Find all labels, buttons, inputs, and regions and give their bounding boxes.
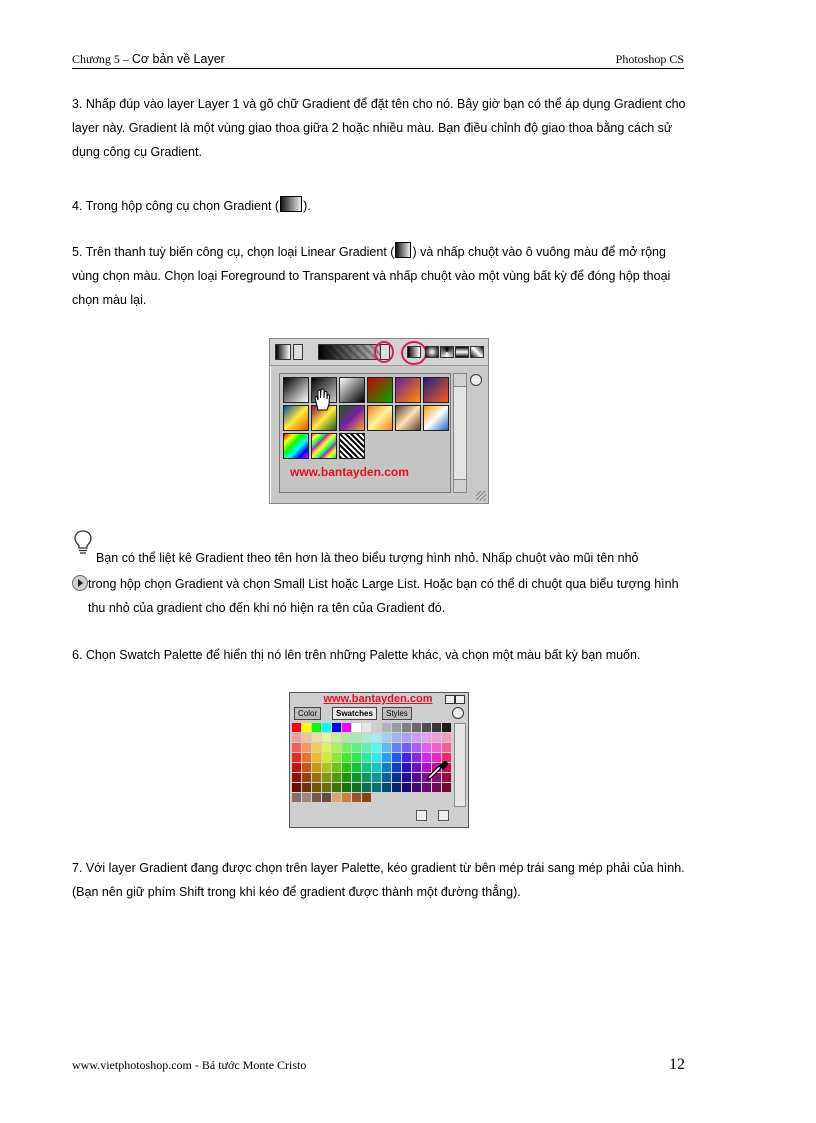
color-swatch[interactable] bbox=[392, 733, 401, 742]
color-swatch[interactable] bbox=[302, 733, 311, 742]
chevron-down-icon[interactable] bbox=[293, 344, 303, 360]
color-swatch[interactable] bbox=[372, 783, 381, 792]
step-3-paragraph: 3. Nhấp đúp vào layer Layer 1 và gõ chữ Gradient để đặt tên cho nó. Bây giờ bạn có thể áp dụng Gradient cho layer này. Gradient là một vùng giao thoa giữa 2 hoặc nhiều màu. Bạn điều chỉnh độ giao thoa bằng cách sử dụng công cụ Gradient. bbox=[72, 97, 686, 159]
gradient-preset-tile[interactable] bbox=[283, 405, 309, 431]
product-name: Photoshop CS bbox=[615, 52, 684, 66]
color-swatch[interactable] bbox=[352, 743, 361, 752]
eyedropper-icon bbox=[424, 757, 450, 783]
hand-cursor-icon bbox=[312, 388, 332, 412]
tab-color[interactable]: Color bbox=[294, 707, 321, 720]
gradient-preset-tile[interactable] bbox=[339, 377, 365, 403]
color-swatch[interactable] bbox=[392, 773, 401, 782]
color-swatch[interactable] bbox=[362, 733, 371, 742]
color-swatch[interactable] bbox=[352, 733, 361, 742]
color-swatch[interactable] bbox=[292, 773, 301, 782]
color-swatch[interactable] bbox=[352, 723, 361, 732]
color-swatch[interactable] bbox=[362, 753, 371, 762]
palette-menu-arrow-icon[interactable] bbox=[452, 707, 464, 719]
gradient-preset-tile[interactable] bbox=[367, 405, 393, 431]
color-swatch[interactable] bbox=[422, 743, 431, 752]
color-swatch[interactable] bbox=[332, 763, 341, 772]
palette-title-watermark: www.bantayden.com bbox=[323, 693, 433, 705]
color-swatch[interactable] bbox=[402, 763, 411, 772]
color-swatch[interactable] bbox=[312, 743, 321, 752]
color-swatch[interactable] bbox=[382, 763, 391, 772]
swatches-scrollbar[interactable] bbox=[454, 723, 466, 807]
gradient-options-bar bbox=[270, 339, 488, 366]
presets-scrollbar[interactable] bbox=[453, 373, 467, 493]
gradient-preset-tile[interactable] bbox=[311, 433, 337, 459]
color-swatch[interactable] bbox=[372, 723, 381, 732]
color-swatch[interactable] bbox=[412, 793, 421, 802]
color-swatch[interactable] bbox=[332, 793, 341, 802]
color-swatch[interactable] bbox=[402, 753, 411, 762]
color-swatch[interactable] bbox=[312, 793, 321, 802]
footer-source: www.vietphotoshop.com - Bá tước Monte Cristo bbox=[72, 1058, 307, 1072]
color-swatch[interactable] bbox=[392, 783, 401, 792]
color-swatch[interactable] bbox=[362, 763, 371, 772]
color-swatch[interactable] bbox=[292, 733, 301, 742]
color-swatch[interactable] bbox=[442, 723, 451, 732]
color-swatch[interactable] bbox=[432, 793, 441, 802]
color-swatch[interactable] bbox=[352, 783, 361, 792]
color-swatch[interactable] bbox=[392, 723, 401, 732]
gradient-preset-tile[interactable] bbox=[339, 433, 365, 459]
color-swatch[interactable] bbox=[402, 793, 411, 802]
color-swatch[interactable] bbox=[392, 763, 401, 772]
color-swatch[interactable] bbox=[422, 723, 431, 732]
color-swatch[interactable] bbox=[322, 773, 331, 782]
step-5-paragraph: 5. Trên thanh tuỳ biến công cụ, chọn loại Linear Gradient ( ) và nhấp chuột vào ô vuông màu để mở rộng vùng chọn màu. Chọn loại Foreground to Transparent và nhấp chuột vào một vùng bất kỳ để đóng hộp thoại chọn màu lại. bbox=[72, 240, 692, 312]
step-6-paragraph: 6. Chọn Swatch Palette để hiển thị nó lên trên những Palette khác, và chọn một màu bất kỳ bạn muốn. bbox=[72, 648, 641, 662]
color-swatch[interactable] bbox=[372, 773, 381, 782]
page-number: 12 bbox=[669, 1056, 685, 1073]
gradient-preset-tile[interactable] bbox=[283, 377, 309, 403]
highlight-circle bbox=[401, 341, 427, 365]
color-swatch[interactable] bbox=[342, 743, 351, 752]
gradient-preset-tile[interactable] bbox=[423, 377, 449, 403]
color-swatch[interactable] bbox=[322, 783, 331, 792]
picker-menu-arrow-icon[interactable] bbox=[470, 374, 482, 386]
color-swatch[interactable] bbox=[302, 793, 311, 802]
gradient-preset-tile[interactable] bbox=[367, 377, 393, 403]
color-swatch[interactable] bbox=[322, 793, 331, 802]
color-swatch[interactable] bbox=[292, 763, 301, 772]
color-swatch[interactable] bbox=[432, 723, 441, 732]
gradient-tool-icon bbox=[280, 196, 302, 212]
color-swatch[interactable] bbox=[432, 783, 441, 792]
palette-footer bbox=[292, 808, 464, 823]
color-swatch[interactable] bbox=[352, 753, 361, 762]
color-swatch[interactable] bbox=[312, 773, 321, 782]
color-swatch[interactable] bbox=[362, 723, 371, 732]
color-swatch[interactable] bbox=[382, 753, 391, 762]
color-swatch[interactable] bbox=[412, 753, 421, 762]
color-swatch[interactable] bbox=[312, 723, 321, 732]
color-swatch[interactable] bbox=[322, 753, 331, 762]
color-swatch[interactable] bbox=[412, 743, 421, 752]
color-swatch[interactable] bbox=[402, 723, 411, 732]
scroll-up-icon[interactable] bbox=[454, 374, 466, 387]
watermark-text: www.bantayden.com bbox=[290, 465, 409, 479]
color-swatch[interactable] bbox=[362, 743, 371, 752]
lightbulb-icon bbox=[74, 530, 92, 556]
color-swatch[interactable] bbox=[352, 773, 361, 782]
new-swatch-icon[interactable] bbox=[416, 810, 427, 821]
color-swatch[interactable] bbox=[392, 793, 401, 802]
color-swatch[interactable] bbox=[332, 783, 341, 792]
color-swatch[interactable] bbox=[422, 783, 431, 792]
gradient-preset-tile[interactable] bbox=[395, 377, 421, 403]
chapter-title: Chương 5 – Cơ bản về Layer bbox=[72, 52, 225, 66]
color-swatch[interactable] bbox=[422, 733, 431, 742]
resize-grip-icon[interactable] bbox=[476, 491, 486, 501]
close-icon[interactable] bbox=[445, 695, 455, 704]
radial-gradient-mode-icon[interactable] bbox=[425, 346, 439, 358]
color-swatch[interactable] bbox=[372, 753, 381, 762]
linear-gradient-icon bbox=[395, 242, 411, 258]
color-swatch[interactable] bbox=[292, 753, 301, 762]
color-swatch[interactable] bbox=[382, 793, 391, 802]
color-swatch[interactable] bbox=[382, 743, 391, 752]
color-swatch[interactable] bbox=[332, 773, 341, 782]
color-swatch[interactable] bbox=[342, 733, 351, 742]
page-header bbox=[72, 52, 684, 69]
color-swatch[interactable] bbox=[302, 723, 311, 732]
tool-preset-icon[interactable] bbox=[275, 344, 291, 360]
color-swatch[interactable] bbox=[412, 763, 421, 772]
color-swatch[interactable] bbox=[342, 783, 351, 792]
color-swatch[interactable] bbox=[302, 783, 311, 792]
color-swatch[interactable] bbox=[342, 793, 351, 802]
color-swatch[interactable] bbox=[292, 743, 301, 752]
color-swatch[interactable] bbox=[392, 743, 401, 752]
tab-styles[interactable]: Styles bbox=[382, 707, 412, 720]
color-swatch[interactable] bbox=[322, 723, 331, 732]
tip-line-2: trong hộp chọn Gradient và chọn Small List hoặc Large List. Hoặc bạn có thể di chuột qua biểu tượng hình thu nhỏ của gradient cho đến khi nó hiện ra tên của Gradient đó. bbox=[88, 577, 679, 615]
minimize-icon[interactable] bbox=[455, 695, 465, 704]
color-swatch[interactable] bbox=[302, 773, 311, 782]
color-swatch[interactable] bbox=[342, 723, 351, 732]
gradient-preset-tile[interactable] bbox=[339, 405, 365, 431]
color-swatch[interactable] bbox=[332, 733, 341, 742]
color-swatch[interactable] bbox=[312, 763, 321, 772]
scroll-down-icon[interactable] bbox=[454, 479, 466, 492]
color-swatch[interactable] bbox=[372, 733, 381, 742]
reflected-gradient-mode-icon[interactable] bbox=[455, 346, 469, 358]
color-swatch[interactable] bbox=[432, 743, 441, 752]
color-swatch[interactable] bbox=[402, 783, 411, 792]
color-swatch[interactable] bbox=[382, 723, 391, 732]
tab-swatches[interactable]: Swatches bbox=[332, 707, 377, 720]
tip-line-1: Bạn có thể liệt kê Gradient theo tên hơn là theo biểu tượng hình nhỏ. Nhấp chuột vào mũi tên nhỏ bbox=[96, 551, 639, 565]
color-swatch[interactable] bbox=[292, 793, 301, 802]
highlight-circle bbox=[374, 341, 394, 363]
color-swatch[interactable] bbox=[322, 733, 331, 742]
swatches-palette-screenshot bbox=[289, 692, 469, 828]
color-swatch[interactable] bbox=[382, 733, 391, 742]
color-swatch[interactable] bbox=[442, 783, 451, 792]
color-swatch[interactable] bbox=[342, 753, 351, 762]
color-swatch[interactable] bbox=[402, 773, 411, 782]
color-swatch[interactable] bbox=[302, 743, 311, 752]
gradient-preset-tile[interactable] bbox=[283, 433, 309, 459]
color-swatch[interactable] bbox=[362, 783, 371, 792]
color-swatch[interactable] bbox=[342, 763, 351, 772]
color-swatch[interactable] bbox=[302, 763, 311, 772]
color-swatch[interactable] bbox=[302, 753, 311, 762]
trash-icon[interactable] bbox=[438, 810, 449, 821]
color-swatch[interactable] bbox=[412, 783, 421, 792]
color-swatch[interactable] bbox=[362, 773, 371, 782]
color-swatch[interactable] bbox=[372, 743, 381, 752]
color-swatch[interactable] bbox=[292, 723, 301, 732]
color-swatch[interactable] bbox=[412, 773, 421, 782]
color-swatch[interactable] bbox=[412, 733, 421, 742]
small-arrow-icon bbox=[72, 575, 88, 591]
color-swatch[interactable] bbox=[392, 753, 401, 762]
color-swatch[interactable] bbox=[402, 743, 411, 752]
color-swatch[interactable] bbox=[292, 783, 301, 792]
color-swatch[interactable] bbox=[312, 753, 321, 762]
color-swatch[interactable] bbox=[332, 743, 341, 752]
color-swatch[interactable] bbox=[372, 793, 381, 802]
color-swatch[interactable] bbox=[372, 763, 381, 772]
palette-tabs bbox=[292, 707, 466, 721]
color-swatch[interactable] bbox=[442, 793, 451, 802]
color-swatch[interactable] bbox=[332, 723, 341, 732]
color-swatch[interactable] bbox=[312, 783, 321, 792]
color-swatch[interactable] bbox=[352, 793, 361, 802]
color-swatch[interactable] bbox=[412, 723, 421, 732]
color-swatch[interactable] bbox=[382, 783, 391, 792]
color-swatch[interactable] bbox=[322, 743, 331, 752]
gradient-picker-screenshot bbox=[269, 338, 489, 504]
gradient-preset-tile[interactable] bbox=[423, 405, 449, 431]
color-swatch[interactable] bbox=[312, 733, 321, 742]
color-swatch[interactable] bbox=[332, 753, 341, 762]
angle-gradient-mode-icon[interactable] bbox=[440, 346, 454, 358]
color-swatch[interactable] bbox=[382, 773, 391, 782]
step-7-paragraph: 7. Với layer Gradient đang được chọn trên layer Palette, kéo gradient từ bên mép trái sang mép phải của hình. (Bạn nên giữ phím Shift trong khi kéo để gradient được thành một đường thẳng). bbox=[72, 861, 685, 899]
color-swatch[interactable] bbox=[442, 743, 451, 752]
color-swatch[interactable] bbox=[432, 733, 441, 742]
diamond-gradient-mode-icon[interactable] bbox=[470, 346, 484, 358]
color-swatch[interactable] bbox=[422, 793, 431, 802]
color-swatch[interactable] bbox=[322, 763, 331, 772]
gradient-preset-tile[interactable] bbox=[395, 405, 421, 431]
color-swatch[interactable] bbox=[402, 733, 411, 742]
color-swatch[interactable] bbox=[442, 733, 451, 742]
color-swatch[interactable] bbox=[362, 793, 371, 802]
color-swatch[interactable] bbox=[342, 773, 351, 782]
step-4-paragraph: 4. Trong hộp công cụ chọn Gradient ( ). bbox=[72, 194, 692, 218]
color-swatch[interactable] bbox=[352, 763, 361, 772]
